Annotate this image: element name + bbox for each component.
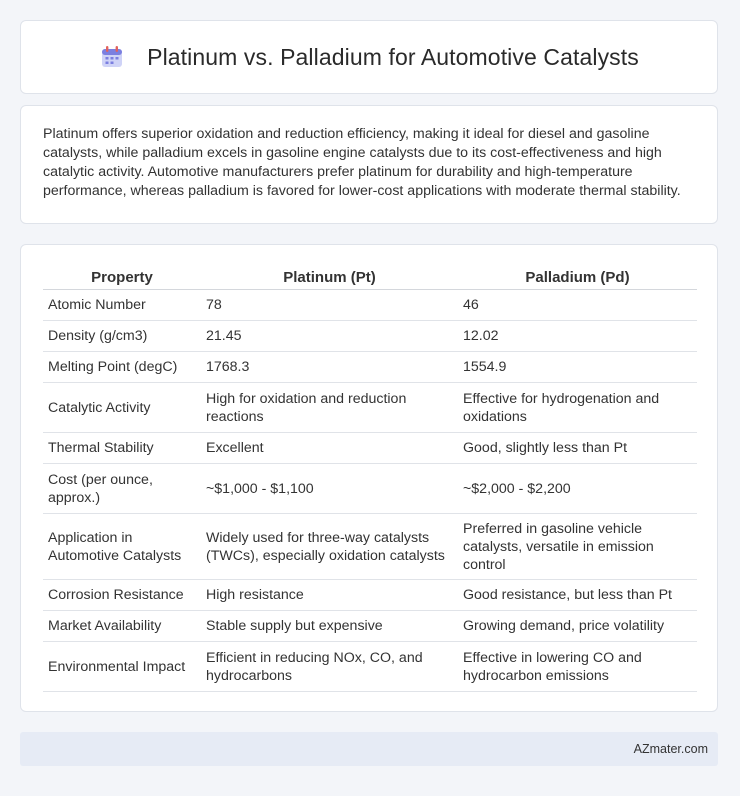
table-row: [43, 514, 697, 580]
platinum-cell: 78: [201, 290, 458, 321]
property-cell: Market Availability: [43, 611, 201, 642]
platinum-cell: 1768.3: [201, 352, 458, 383]
property-cell: Thermal Stability: [43, 433, 201, 464]
palladium-cell: 1554.9: [458, 352, 697, 383]
summary-card: [20, 105, 718, 224]
platinum-cell: Efficient in reducing NOx, CO, and hydrocarbons: [201, 642, 458, 692]
platinum-cell: Widely used for three-way catalysts (TWCs), especially oxidation catalysts: [201, 514, 458, 580]
property-cell: Catalytic Activity: [43, 383, 201, 433]
table-row: [43, 611, 697, 642]
header-property: Property: [43, 263, 201, 290]
comparison-table: [43, 263, 697, 692]
platinum-cell: High for oxidation and reduction reactions: [201, 383, 458, 433]
header-palladium: Palladium (Pd): [458, 263, 697, 290]
page-title: Platinum vs. Palladium for Automotive Catalysts: [147, 43, 639, 70]
property-cell: Melting Point (degC): [43, 352, 201, 383]
palladium-cell: 12.02: [458, 321, 697, 352]
palladium-cell: Good, slightly less than Pt: [458, 433, 697, 464]
platinum-cell: 21.45: [201, 321, 458, 352]
platinum-cell: ~$1,000 - $1,100: [201, 464, 458, 514]
footer-brand: AZmater.com: [633, 742, 708, 756]
palladium-cell: 46: [458, 290, 697, 321]
comparison-table-card: [20, 244, 718, 712]
palladium-cell: Preferred in gasoline vehicle catalysts, versatile in emission control: [458, 514, 697, 580]
platinum-cell: Excellent: [201, 433, 458, 464]
table-row: [43, 321, 697, 352]
property-cell: Application in Automotive Catalysts: [43, 514, 201, 580]
platinum-cell: High resistance: [201, 580, 458, 611]
footer: [20, 732, 718, 766]
header-platinum: Platinum (Pt): [201, 263, 458, 290]
palladium-cell: Effective for hydrogenation and oxidations: [458, 383, 697, 433]
property-cell: Corrosion Resistance: [43, 580, 201, 611]
table-row: [43, 290, 697, 321]
palladium-cell: Effective in lowering CO and hydrocarbon emissions: [458, 642, 697, 692]
calendar-icon: [99, 44, 125, 70]
summary-text: Platinum offers superior oxidation and reduction efficiency, making it ideal for diesel and gasoline catalysts, while palladium excels in gasoline engine catalysts due to its cost-effectiveness and high catalytic activity. Automotive manufacturers prefer platinum for durability and high-temperature performance, whereas palladium is favored for lower-cost applications with moderate thermal stability.: [43, 126, 681, 199]
table-row: [43, 580, 697, 611]
property-cell: Environmental Impact: [43, 642, 201, 692]
palladium-cell: Growing demand, price volatility: [458, 611, 697, 642]
property-cell: Density (g/cm3): [43, 321, 201, 352]
table-row: [43, 433, 697, 464]
title-card: [20, 20, 718, 94]
property-cell: Cost (per ounce, approx.): [43, 464, 201, 514]
platinum-cell: Stable supply but expensive: [201, 611, 458, 642]
table-row: [43, 352, 697, 383]
palladium-cell: Good resistance, but less than Pt: [458, 580, 697, 611]
palladium-cell: ~$2,000 - $2,200: [458, 464, 697, 514]
property-cell: Atomic Number: [43, 290, 201, 321]
table-header-row: [43, 263, 697, 290]
table-row: [43, 642, 697, 692]
table-row: [43, 464, 697, 514]
table-row: [43, 383, 697, 433]
